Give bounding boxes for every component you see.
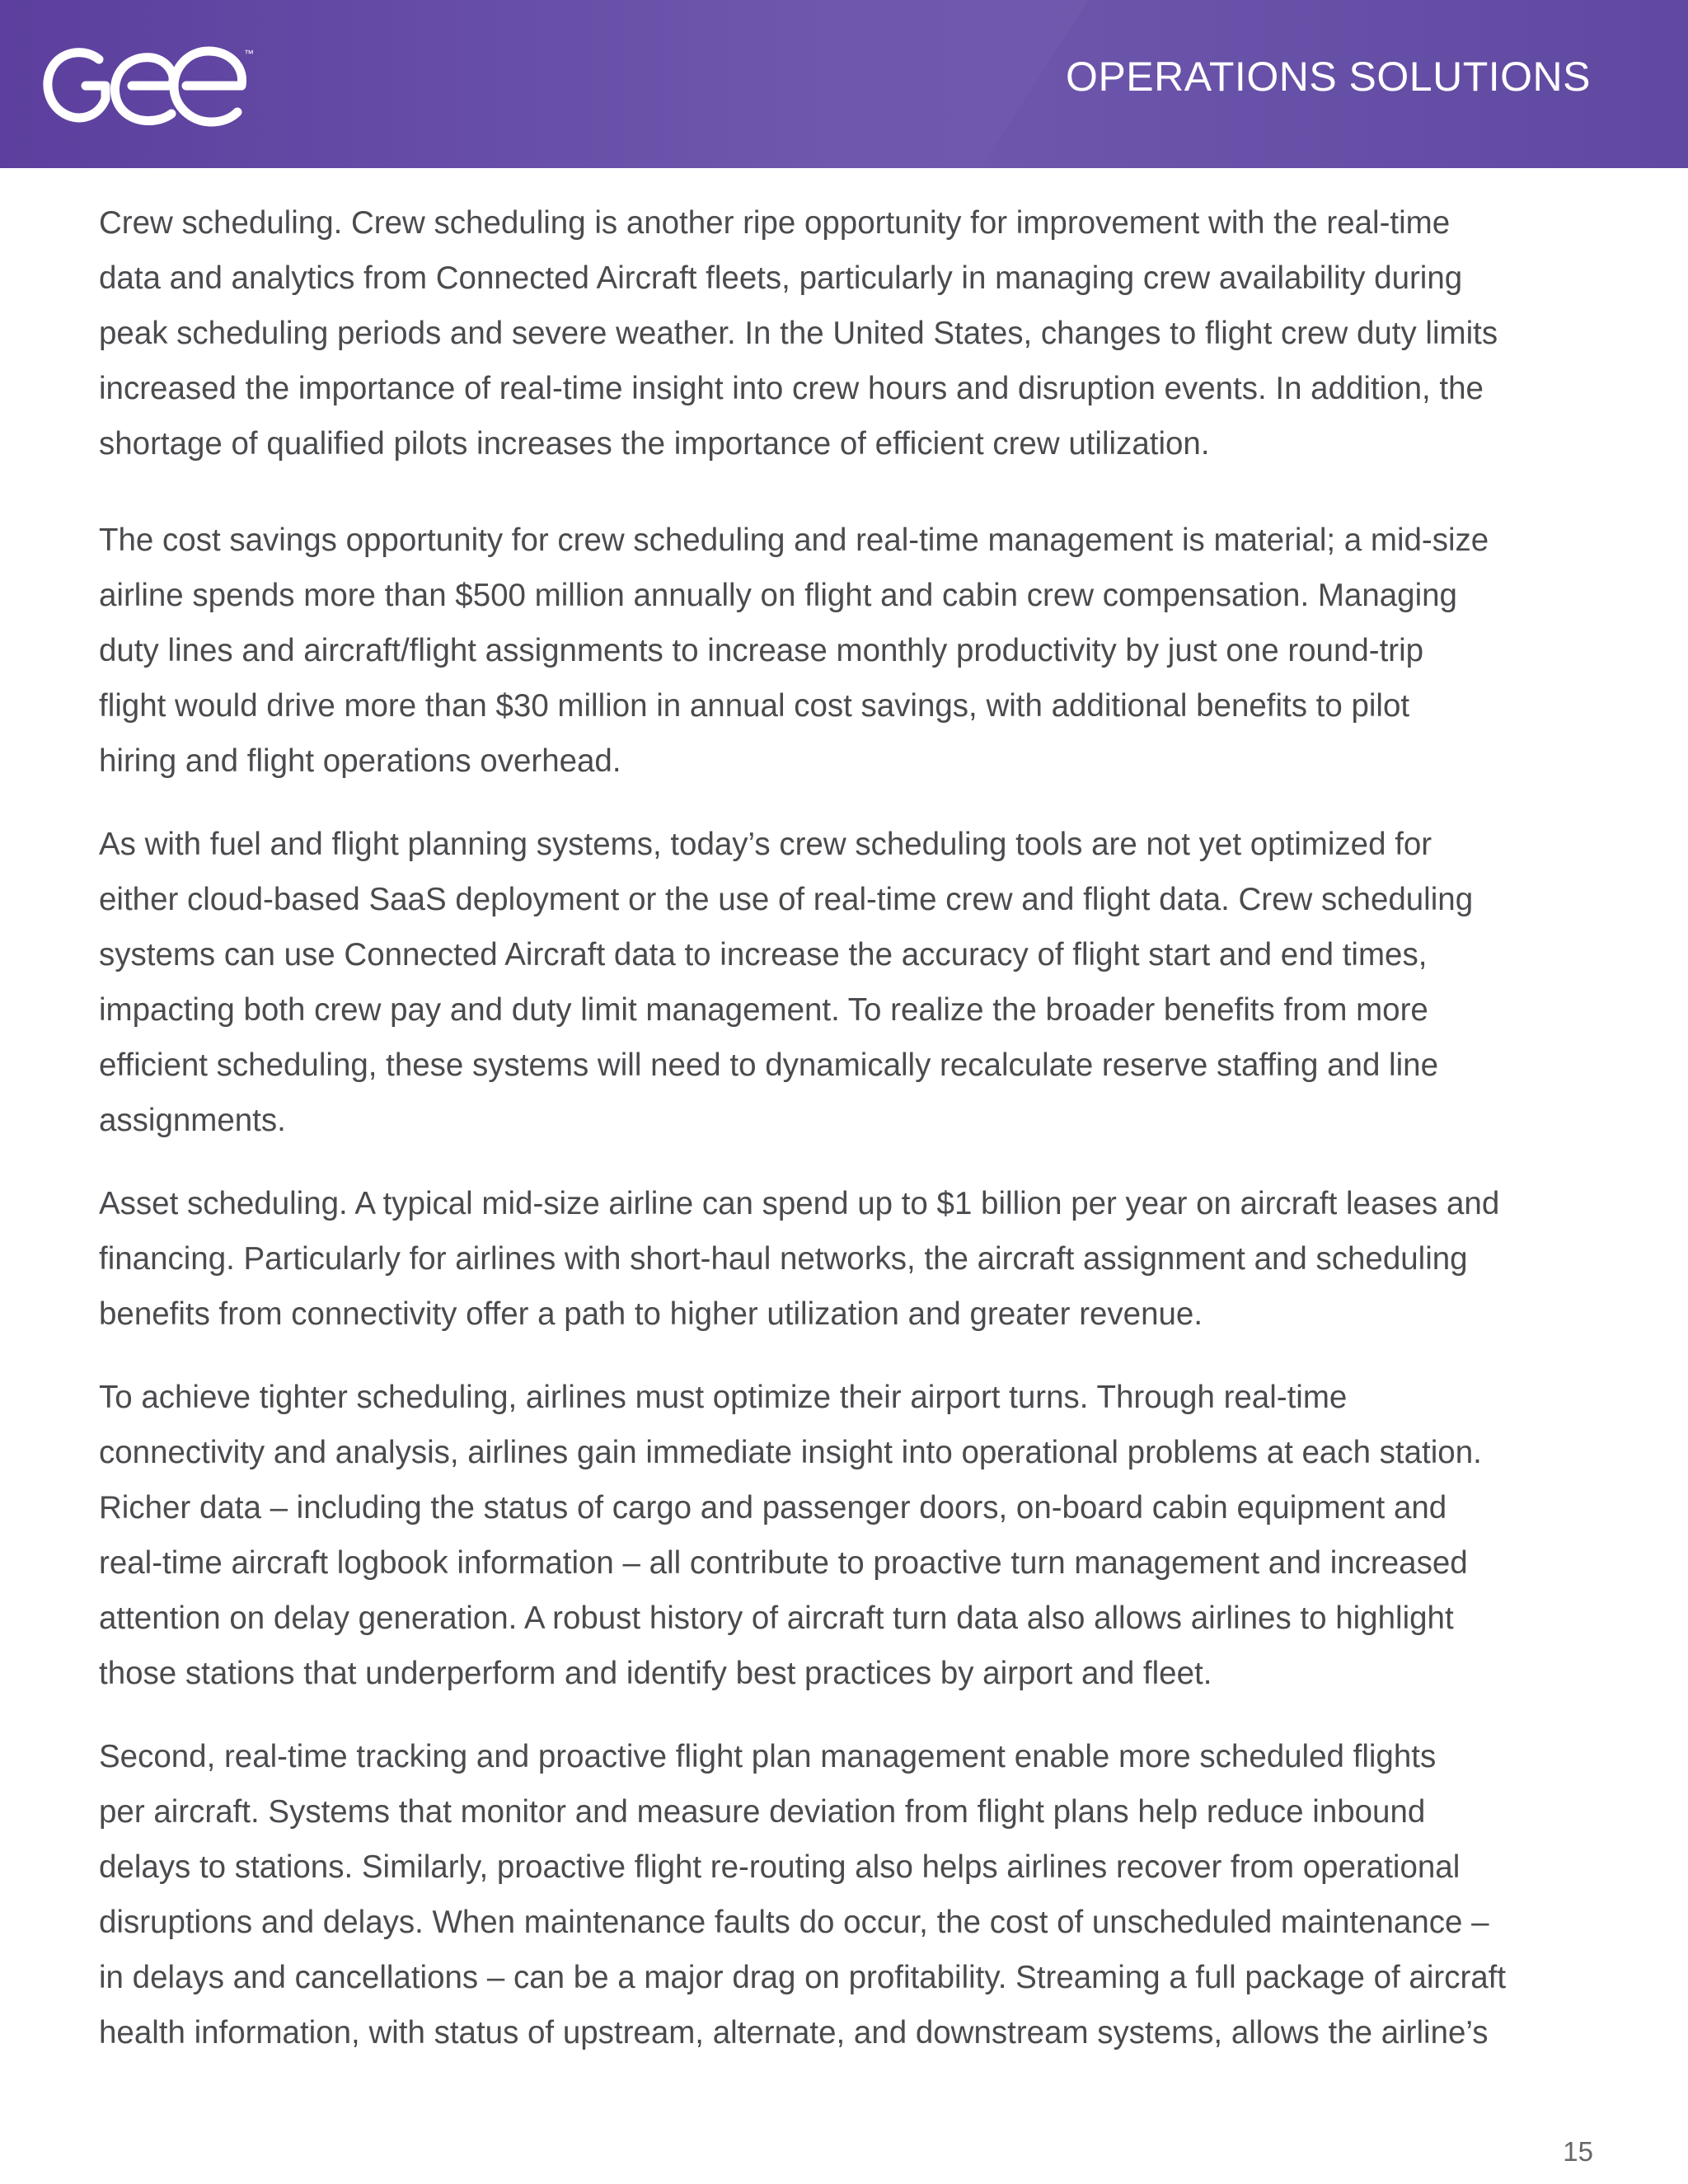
text-line: attention on delay generation. A robust history of aircraft turn data also allows airlines to highlight [99,1601,1454,1636]
text-line: As with fuel and flight planning systems, today’s crew scheduling tools are not yet optimized for [99,827,1432,862]
text-line: delays to stations. Similarly, proactive flight re-routing also helps airlines recover from operational [99,1849,1461,1885]
text-line: Asset scheduling. A typical mid-size airline can spend up to $1 billion per year on aircraft leases and [99,1186,1500,1221]
text-line: shortage of qualified pilots increases the importance of efficient crew utilization. [99,426,1210,462]
text-line: Crew scheduling. Crew scheduling is another ripe opportunity for improvement with the real-time [99,205,1451,241]
paragraph-flight-tracking [99,1729,1592,2060]
text-line: Second, real-time tracking and proactive flight plan management enable more scheduled flights [99,1739,1437,1774]
logo-letter-g [48,53,106,118]
body-text [99,195,1592,2088]
text-line: Richer data – including the status of cargo and passenger doors, on-board cabin equipment and [99,1490,1447,1526]
text-line: The cost savings opportunity for crew scheduling and real-time management is material; a mid-size [99,523,1489,558]
text-line: assignments. [99,1103,286,1138]
text-line: systems can use Connected Aircraft data to increase the accuracy of flight start and end times, [99,937,1428,972]
text-line: disruptions and delays. When maintenance faults do occur, the cost of unscheduled maintenance – [99,1905,1489,1940]
logo-letter-e1 [115,58,173,121]
trademark-symbol: ™ [244,48,254,59]
paragraph-planning-systems [99,817,1592,1148]
paragraph-airport-turns [99,1370,1592,1701]
text-line: either cloud-based SaaS deployment or the use of real-time crew and flight data. Crew scheduling [99,882,1474,917]
text-line: hiring and flight operations overhead. [99,743,621,779]
text-line: health information, with status of upstream, alternate, and downstream systems, allows the airline’s [99,2015,1489,2050]
paragraph-asset-scheduling [99,1176,1592,1342]
page-header [0,0,1688,168]
text-line: flight would drive more than $30 million in annual cost savings, with additional benefits to pilot [99,688,1410,724]
text-line: in delays and cancellations – can be a major drag on profitability. Streaming a full package of aircraft [99,1960,1507,1995]
text-line: benefits from connectivity offer a path to higher utilization and greater revenue. [99,1296,1203,1332]
text-line: increased the importance of real-time insight into crew hours and disruption events. In addition, the [99,371,1484,406]
paragraph-cost-savings [99,513,1592,789]
text-line: per aircraft. Systems that monitor and measure deviation from flight plans help reduce inbound [99,1794,1426,1830]
text-line: duty lines and aircraft/flight assignments to increase monthly productivity by just one round-trip [99,633,1424,668]
text-line: peak scheduling periods and severe weather. In the United States, changes to flight crew duty limits [99,316,1498,351]
logo-letter-e2 [174,51,242,122]
section-title: OPERATIONS SOLUTIONS [1066,54,1591,100]
text-line: those stations that underperform and identify best practices by airport and fleet. [99,1656,1212,1691]
text-line: efficient scheduling, these systems will need to dynamically recalculate reserve staffing and line [99,1047,1438,1083]
text-line: financing. Particularly for airlines with short-haul networks, the aircraft assignment and scheduling [99,1241,1468,1277]
text-line: connectivity and analysis, airlines gain immediate insight into operational problems at each station. [99,1435,1482,1470]
gee-logo [40,43,254,134]
text-line: airline spends more than $500 million annually on flight and cabin crew compensation. Managing [99,578,1457,613]
text-line: To achieve tighter scheduling, airlines must optimize their airport turns. Through real-time [99,1380,1348,1415]
page-number: 15 [1563,2136,1593,2167]
text-line: data and analytics from Connected Aircraft fleets, particularly in managing crew availability during [99,260,1463,296]
text-line: impacting both crew pay and duty limit management. To realize the broader benefits from more [99,992,1428,1028]
paragraph-crew-scheduling [99,195,1592,471]
text-line: real-time aircraft logbook information – all contribute to proactive turn management and increased [99,1545,1468,1581]
